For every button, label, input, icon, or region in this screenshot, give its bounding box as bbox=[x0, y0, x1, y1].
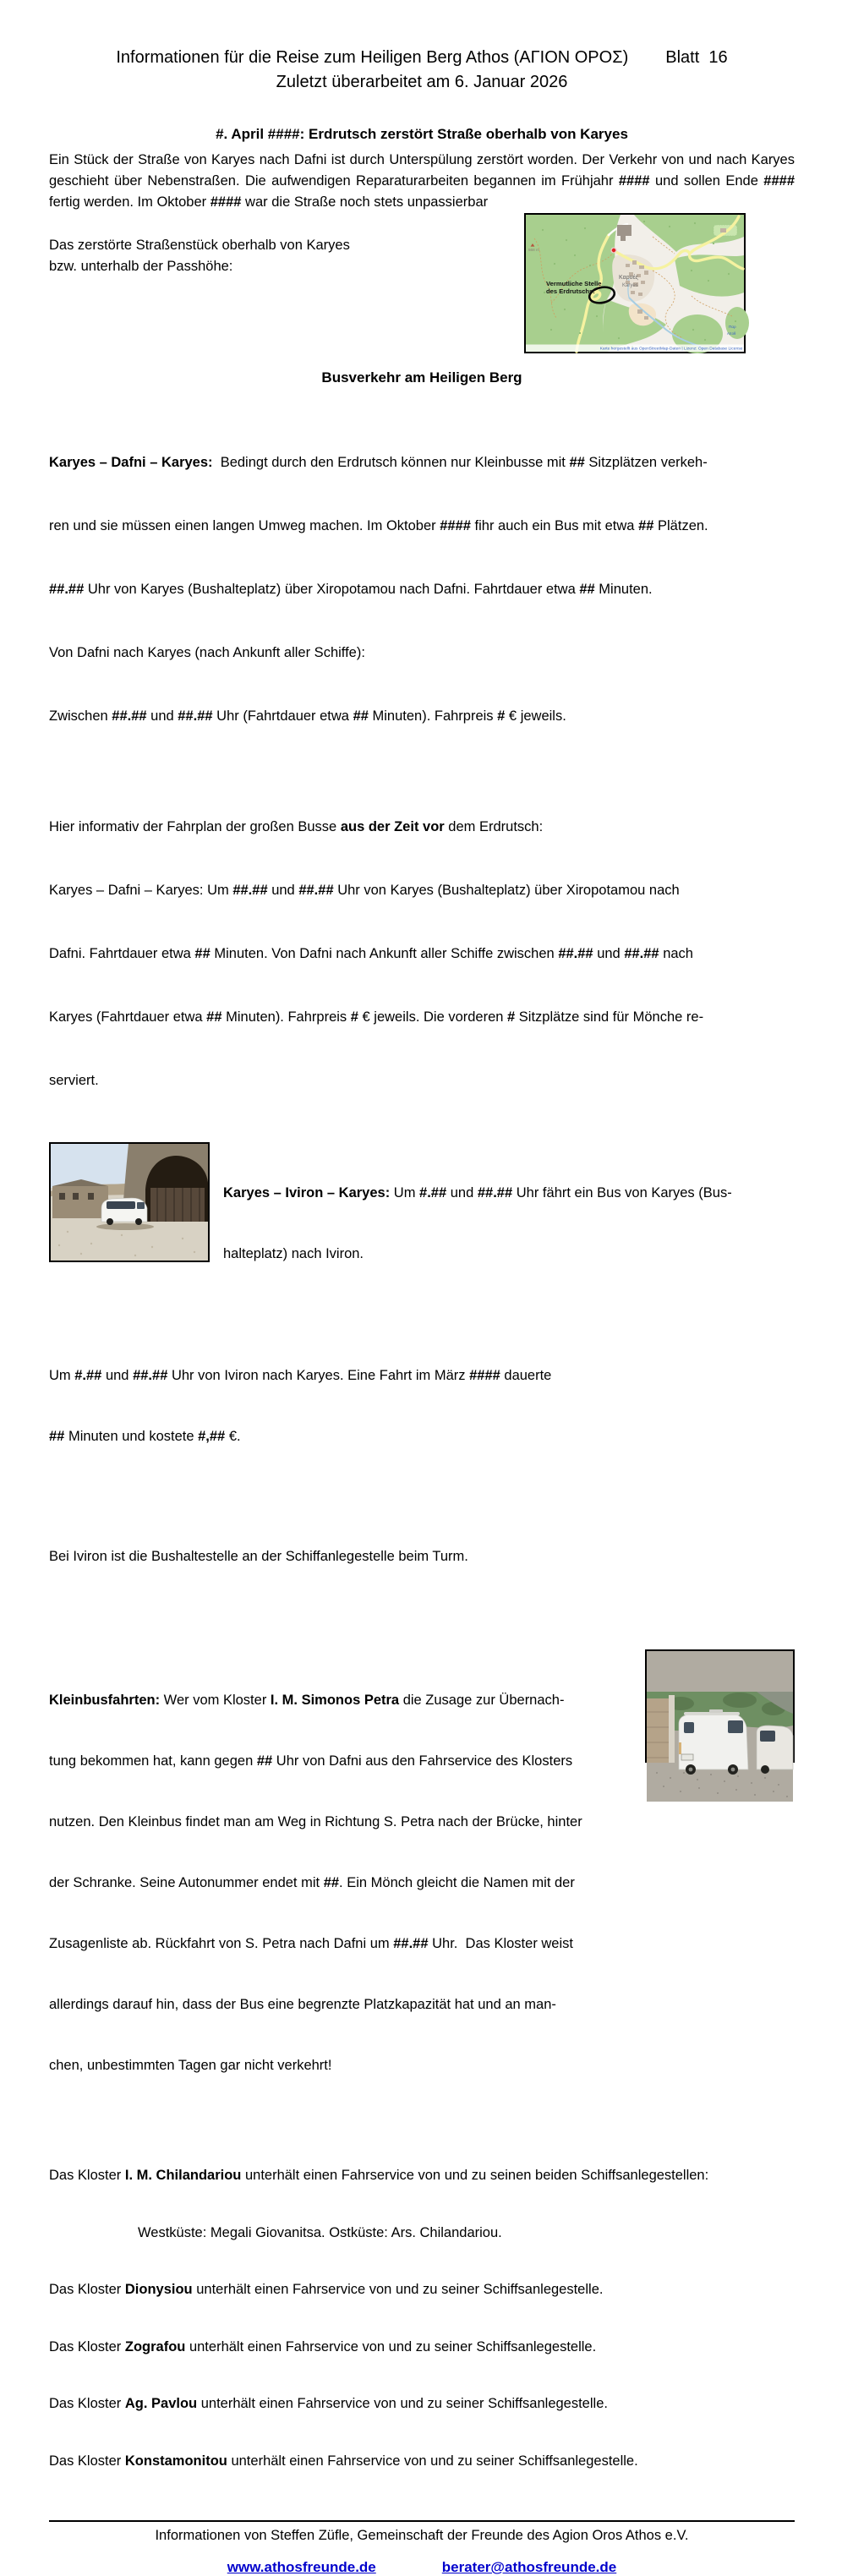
white-van-icon bbox=[679, 1709, 748, 1775]
header-subtitle: Zuletzt überarbeitet am 6. Januar 2026 bbox=[276, 73, 568, 91]
text-line: Karyes – Iviron – Karyes: Um #.## und ##.## Uhr fährt ein Bus von Karyes (Bus- bbox=[223, 1185, 732, 1200]
landslide-paragraph: Ein Stück der Straße von Karyes nach Dafni ist durch Unterspülung zerstört worden. Der Verkehr von und nach Karyes geschieht über Nebenstraßen. Die aufwendigen Reparaturarbeiten begannen im Frühjahr #### und sollen Ende #### fertig werden. Im Oktober #### war die Straße noch stets unpassierbar bbox=[49, 152, 796, 210]
iviron-section bbox=[49, 1142, 795, 1607]
iviron-paragraph-3 bbox=[49, 1506, 795, 1607]
text-line: serviert. bbox=[49, 1073, 99, 1088]
text-line: Karyes – Dafni – Karyes: Um ##.## und ##.## Uhr von Karyes (Bushalteplatz) über Xiropotamou nach bbox=[49, 883, 680, 898]
map-blue-label-1: Παρ bbox=[729, 325, 736, 329]
map-annotation-line2: des Erdrutschs: bbox=[546, 287, 595, 295]
header-sheet-number: Blatt 16 bbox=[665, 48, 728, 67]
map-annotation-line1: Vermutliche Stelle bbox=[546, 280, 602, 287]
text-line: Zwischen ##.## und ##.## Uhr (Fahrtdauer etwa ## Minuten). Fahrpreis # € jeweils. bbox=[49, 708, 566, 724]
text-line: Zusagenliste ab. Rückfahrt von S. Petra nach Dafni um ##.## Uhr. Das Kloster weist bbox=[49, 1936, 573, 1951]
text-line: Um #.## und ##.## Uhr von Iviron nach Karyes. Eine Fahrt im März #### dauerte bbox=[49, 1368, 552, 1383]
footer-credit: Informationen von Steffen Züfle, Gemeinschaft der Freunde des Agion Oros Athos e.V. bbox=[155, 2528, 689, 2543]
text-line: Bei Iviron ist die Bushaltestelle an der Schiffanlegestelle beim Turm. bbox=[49, 1549, 468, 1564]
text-line: ## Minuten und kostete #,## €. bbox=[49, 1429, 241, 1444]
header-title: Informationen für die Reise zum Heiligen Berg Athos (ΑΓΙΟΝ ΟΡΟΣ) bbox=[116, 48, 629, 67]
text-line: der Schranke. Seine Autonummer endet mit ##. Ein Mönch gleicht die Namen mit der bbox=[49, 1875, 575, 1890]
text-line: halteplatz) nach Iviron. bbox=[223, 1246, 364, 1261]
van-photo-image bbox=[647, 1692, 793, 1802]
map-blue-label-2: Αποθ bbox=[727, 331, 736, 336]
list-item: Das Kloster Ag. Pavlou unterhält einen Fahrservice von und zu seiner Schiffsanlegestelle. bbox=[49, 2396, 608, 2411]
openstreetmap-image bbox=[526, 215, 744, 352]
document-header bbox=[49, 46, 795, 95]
text-line: chen, unbestimmten Tagen gar nicht verkehrt! bbox=[49, 2058, 332, 2073]
footer-link-website[interactable]: www.athosfreunde.de bbox=[227, 2559, 376, 2575]
text-line: Karyes (Fahrtdauer etwa ## Minuten). Fahrpreis # € jeweils. Die vorderen # Sitzplätze sind für Mönche re- bbox=[49, 1009, 704, 1025]
first-aid-marker-icon bbox=[611, 248, 617, 254]
header-title-line bbox=[49, 46, 795, 70]
svg-text:568 m: 568 m bbox=[528, 248, 539, 252]
text-line: allerdings darauf hin, dass der Bus eine begrenzte Platzkapazität hat und an man- bbox=[49, 1997, 556, 2012]
list-item: Westküste: Megali Giovanitsa. Ostküste: Ars. Chilandariou. bbox=[138, 2224, 502, 2240]
text-line: bzw. unterhalb der Passhöhe: bbox=[49, 259, 233, 274]
text-line: tung bekommen hat, kann gegen ## Uhr von Dafni aus den Fahrservice des Klosters bbox=[49, 1753, 573, 1769]
karyes-dafni-paragraph bbox=[49, 410, 795, 769]
text-line: Das zerstörte Straßenstück oberhalb von Karyes bbox=[49, 238, 350, 253]
text-line: Hier informativ der Fahrplan der großen Busse aus der Zeit vor dem Erdrutsch: bbox=[49, 819, 544, 834]
list-item: Das Kloster Zografou unterhält einen Fahrservice von und zu seiner Schiffsanlegestelle. bbox=[49, 2338, 597, 2354]
text-line: nutzen. Den Kleinbus findet man am Weg in Richtung S. Petra nach der Brücke, hinter bbox=[49, 1814, 582, 1829]
town-label-greek: Καρυές bbox=[619, 275, 638, 281]
list-item: Das Kloster Dionysiou unterhält einen Fahrservice von und zu seiner Schiffsanlegestelle. bbox=[49, 2282, 604, 2297]
town-label-latin: Karyes bbox=[622, 283, 638, 288]
text-line: Karyes – Dafni – Karyes: Bedingt durch den Erdrutsch können nur Kleinbusse mit ## Sitzplätzen verkeh- bbox=[49, 455, 708, 470]
iviron-photo-image bbox=[51, 1144, 208, 1261]
text-line: Kleinbusfahrten: Wer vom Kloster I. M. Simonos Petra die Zusage zur Übernach- bbox=[49, 1693, 565, 1708]
list-item: Das Kloster I. M. Chilandariou unterhält einen Fahrservice von und zu seinen beiden Schiffsanlegestellen: bbox=[49, 2168, 709, 2183]
list-item: Das Kloster Konstamonitou unterhält einen Fahrservice von und zu seiner Schiffsanlegestelle. bbox=[49, 2453, 638, 2469]
white-minibus-icon bbox=[101, 1198, 147, 1225]
second-vehicle-icon bbox=[757, 1726, 793, 1774]
kleinbus-section bbox=[49, 1629, 795, 2116]
iviron-paragraph-2 bbox=[49, 1325, 795, 1487]
page-footer bbox=[49, 2520, 795, 2576]
map-credit: Karte hergestellt aus OpenStreetMap-Daten | Lizenz: Open Database License bbox=[599, 347, 743, 352]
map-caption bbox=[49, 235, 350, 277]
kloster-shuttle-list bbox=[49, 2128, 795, 2508]
footer-link-email[interactable]: berater@athosfreunde.de bbox=[441, 2559, 617, 2575]
section-april-title: #. April ####: Erdrutsch zerstört Straße oberhalb von Karyes bbox=[216, 126, 628, 142]
text-line: Von Dafni nach Karyes (nach Ankunft aller Schiffe): bbox=[49, 645, 365, 660]
bus-section-heading: Busverkehr am Heiligen Berg bbox=[321, 369, 522, 386]
text-line: ren und sie müssen einen langen Umweg machen. Im Oktober #### fihr auch ein Bus mit etwa ## Plätzen. bbox=[49, 518, 708, 533]
text-line: ##.## Uhr von Karyes (Bushalteplatz) über Xiropotamou nach Dafni. Fahrtdauer etwa ## Minuten. bbox=[49, 582, 653, 597]
map-row bbox=[49, 213, 795, 358]
simonos-petra-van-photo bbox=[645, 1649, 795, 1763]
text-line: Dafni. Fahrtdauer etwa ## Minuten. Von Dafni nach Ankunft aller Schiffe zwischen ##.## und ##.## nach bbox=[49, 946, 693, 961]
iviron-bus-photo bbox=[49, 1142, 210, 1262]
road-map-image bbox=[524, 213, 746, 353]
old-schedule-paragraph bbox=[49, 774, 795, 1134]
footer-links bbox=[49, 2559, 795, 2576]
